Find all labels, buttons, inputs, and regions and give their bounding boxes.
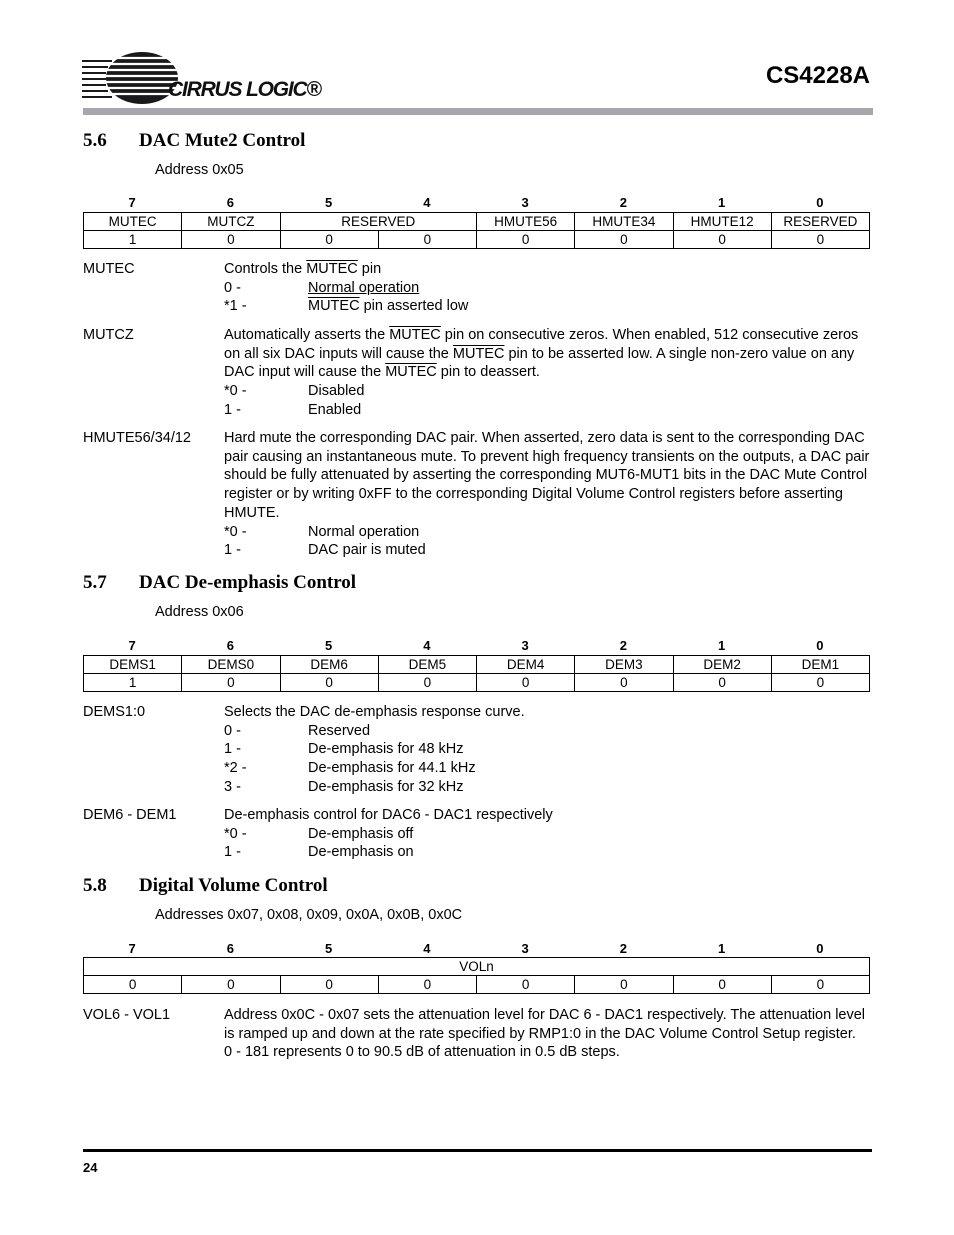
register-cell: 0 bbox=[477, 231, 575, 249]
page-number: 24 bbox=[83, 1160, 98, 1175]
option-key: *2 - bbox=[224, 760, 247, 777]
bit-number-row bbox=[83, 638, 869, 653]
field-name: HMUTE56/34/12 bbox=[83, 430, 191, 446]
text: pin bbox=[357, 261, 382, 277]
text: De-emphasis control for DAC6 - DAC1 respectively bbox=[224, 807, 553, 823]
register-cell: DEM3 bbox=[575, 656, 673, 674]
field-name: MUTEC bbox=[83, 261, 135, 277]
field-name: VOL6 - VOL1 bbox=[83, 1007, 171, 1023]
register-cell: 0 bbox=[771, 976, 869, 994]
text: pin to be asserted low. A single non-zero value on any DAC input will cause the bbox=[224, 345, 855, 381]
signal-name: MUTEC bbox=[306, 261, 358, 277]
signal-name: MUTEC bbox=[308, 298, 360, 315]
section-5-6-address: Address 0x05 bbox=[155, 162, 244, 178]
register-cell: MUTEC bbox=[84, 213, 182, 231]
section-number: 5.6 bbox=[83, 130, 107, 151]
option-value: Enabled bbox=[308, 401, 362, 418]
bit-number-row bbox=[83, 941, 869, 956]
option-value: De-emphasis off bbox=[308, 825, 414, 842]
register-cell: 0 bbox=[182, 976, 280, 994]
register-cell: MUTCZ bbox=[182, 213, 280, 231]
bit-number-row bbox=[83, 195, 869, 210]
register-cell: 0 bbox=[182, 231, 280, 249]
register-cell: 1 bbox=[84, 674, 182, 692]
section-title: DAC Mute2 Control bbox=[139, 130, 306, 151]
option-key: *1 - bbox=[224, 298, 247, 315]
bit-number: 1 bbox=[718, 195, 726, 210]
register-cell: 0 bbox=[771, 674, 869, 692]
register-cell: RESERVED bbox=[771, 213, 869, 231]
field-description bbox=[224, 1006, 872, 1062]
option-key: 0 - bbox=[224, 722, 241, 739]
bit-number: 2 bbox=[619, 638, 627, 653]
register-cell: HMUTE34 bbox=[575, 213, 673, 231]
register-cell: 0 bbox=[673, 231, 771, 249]
register-default-row bbox=[84, 231, 870, 249]
option-value: Disabled bbox=[308, 383, 365, 400]
text: Hard mute the corresponding DAC pair. When asserted, zero data is sent to the corresponding DAC pair causing an instantaneous mute. To prevent high frequency transients on the outputs, a DAC pair should be fully attenuated by asserting the corresponding MUT6-MUT1 bits in the DAC Mute Control register or by writing 0xFF to the corresponding Digital Volume Control registers before asserting HMUTE. bbox=[224, 430, 870, 521]
option-value: De-emphasis for 32 kHz bbox=[308, 778, 464, 795]
bit-number: 3 bbox=[521, 195, 529, 210]
text: Automatically asserts the bbox=[224, 327, 390, 343]
bit-number: 4 bbox=[423, 941, 431, 956]
section-5-8-address: Addresses 0x07, 0x08, 0x09, 0x0A, 0x0B, 0x0C bbox=[155, 907, 463, 923]
section-number: 5.7 bbox=[83, 572, 107, 593]
bit-number: 4 bbox=[423, 195, 431, 210]
register-cell: DEM1 bbox=[771, 656, 869, 674]
option-value: Reserved bbox=[308, 722, 371, 739]
signal-name: MUTEC bbox=[389, 327, 441, 343]
part-number: CS4228A bbox=[765, 62, 870, 89]
field-description bbox=[224, 260, 872, 316]
register-cell: HMUTE56 bbox=[477, 213, 575, 231]
section-title: DAC De-emphasis Control bbox=[139, 572, 357, 593]
register-cell: 0 bbox=[771, 231, 869, 249]
register-cell: 0 bbox=[673, 976, 771, 994]
bit-number: 4 bbox=[423, 638, 431, 653]
bit-number: 3 bbox=[521, 638, 529, 653]
text: Address 0x0C - 0x07 sets the attenuation level for DAC 6 - DAC1 respectively. The attenuation level is ramped up and down at the rate specified by RMP1:0 in the DAC Volume Control Setup register. bbox=[224, 1007, 866, 1042]
bit-number: 0 bbox=[816, 195, 824, 210]
register-cell: 0 bbox=[477, 976, 575, 994]
option-key: 1 - bbox=[224, 844, 241, 861]
signal-name: MUTEC bbox=[452, 345, 505, 362]
register-cell: DEMS0 bbox=[182, 656, 280, 674]
register-cell: 0 bbox=[280, 231, 378, 249]
register-cell: 1 bbox=[84, 231, 182, 249]
option-value: De-emphasis on bbox=[308, 844, 414, 861]
option-value: pin asserted low bbox=[359, 298, 469, 315]
register-0x05-table bbox=[83, 212, 870, 249]
option-key: 3 - bbox=[224, 778, 241, 795]
footer-divider bbox=[83, 1149, 872, 1152]
option-key: 1 - bbox=[224, 741, 241, 758]
bit-number: 2 bbox=[619, 195, 627, 210]
register-field-row bbox=[84, 656, 870, 674]
text: Selects the DAC de-emphasis response curve. bbox=[224, 704, 525, 720]
register-field-row bbox=[84, 958, 870, 976]
bit-number: 3 bbox=[521, 941, 529, 956]
field-description bbox=[224, 429, 872, 560]
option-key: *0 - bbox=[224, 383, 247, 400]
register-cell: 0 bbox=[378, 674, 476, 692]
register-cell: 0 bbox=[280, 674, 378, 692]
option-key: *0 - bbox=[224, 523, 247, 540]
register-default-row bbox=[84, 976, 870, 994]
bit-number: 7 bbox=[128, 195, 136, 210]
register-cell: RESERVED bbox=[280, 213, 477, 231]
option-key: 1 - bbox=[224, 401, 241, 418]
section-5-7-address: Address 0x06 bbox=[155, 604, 244, 620]
brand-name: CIRRUS LOGIC® bbox=[168, 78, 321, 101]
text: pin to deassert. bbox=[436, 364, 540, 381]
bit-number: 1 bbox=[718, 638, 726, 653]
option-key: 0 - bbox=[224, 279, 241, 296]
register-cell: HMUTE12 bbox=[673, 213, 771, 231]
text: pin on consecutive zeros. When enabled, 512 consecutive zeros on all six DAC inputs will cause the bbox=[224, 327, 859, 362]
register-cell: VOLn bbox=[84, 958, 870, 976]
bit-number: 7 bbox=[128, 638, 136, 653]
register-cell: DEM5 bbox=[378, 656, 476, 674]
option-key: 1 - bbox=[224, 542, 241, 559]
bit-number: 0 bbox=[816, 638, 824, 653]
bit-number: 7 bbox=[128, 941, 136, 956]
option-value: De-emphasis for 44.1 kHz bbox=[308, 760, 476, 777]
register-default-row bbox=[84, 674, 870, 692]
register-cell: DEM4 bbox=[477, 656, 575, 674]
register-cell: 0 bbox=[575, 976, 673, 994]
section-5-6-heading bbox=[83, 130, 305, 152]
field-name: MUTCZ bbox=[83, 327, 134, 343]
option-value: De-emphasis for 48 kHz bbox=[308, 741, 464, 758]
option-value: Normal operation bbox=[308, 523, 420, 540]
bit-number: 6 bbox=[226, 941, 234, 956]
header-divider bbox=[83, 108, 873, 115]
bit-number: 6 bbox=[226, 638, 234, 653]
field-description bbox=[224, 703, 872, 797]
bit-number: 5 bbox=[325, 195, 333, 210]
register-cell: 0 bbox=[280, 976, 378, 994]
register-cell: 0 bbox=[84, 976, 182, 994]
register-cell: 0 bbox=[182, 674, 280, 692]
section-5-8-heading bbox=[83, 875, 328, 897]
bit-number: 1 bbox=[718, 941, 726, 956]
register-cell: 0 bbox=[575, 674, 673, 692]
register-volume-table bbox=[83, 957, 870, 994]
register-0x06-table bbox=[83, 655, 870, 692]
register-cell: DEM2 bbox=[673, 656, 771, 674]
option-value: Normal operation bbox=[308, 279, 420, 296]
section-number: 5.8 bbox=[83, 875, 107, 896]
section-5-7-heading bbox=[83, 572, 356, 594]
register-cell: 0 bbox=[378, 976, 476, 994]
field-name: DEM6 - DEM1 bbox=[83, 807, 177, 823]
bit-number: 6 bbox=[226, 195, 234, 210]
option-key: *0 - bbox=[224, 825, 247, 842]
register-cell: 0 bbox=[477, 674, 575, 692]
register-cell: 0 bbox=[673, 674, 771, 692]
register-cell: DEM6 bbox=[280, 656, 378, 674]
bit-number: 5 bbox=[325, 941, 333, 956]
signal-name: MUTEC bbox=[385, 364, 437, 381]
bit-number: 0 bbox=[816, 941, 824, 956]
register-cell: DEMS1 bbox=[84, 656, 182, 674]
option-value: DAC pair is muted bbox=[308, 542, 426, 559]
section-title: Digital Volume Control bbox=[139, 875, 328, 896]
text: 0 - 181 represents 0 to 90.5 dB of attenuation in 0.5 dB steps. bbox=[224, 1044, 620, 1061]
text: Controls the bbox=[224, 261, 307, 277]
field-name: DEMS1:0 bbox=[83, 704, 146, 720]
field-description bbox=[224, 806, 872, 862]
register-cell: 0 bbox=[575, 231, 673, 249]
register-cell: 0 bbox=[378, 231, 476, 249]
register-field-row bbox=[84, 213, 870, 231]
field-description bbox=[224, 326, 872, 420]
bit-number: 5 bbox=[325, 638, 333, 653]
bit-number: 2 bbox=[619, 941, 627, 956]
